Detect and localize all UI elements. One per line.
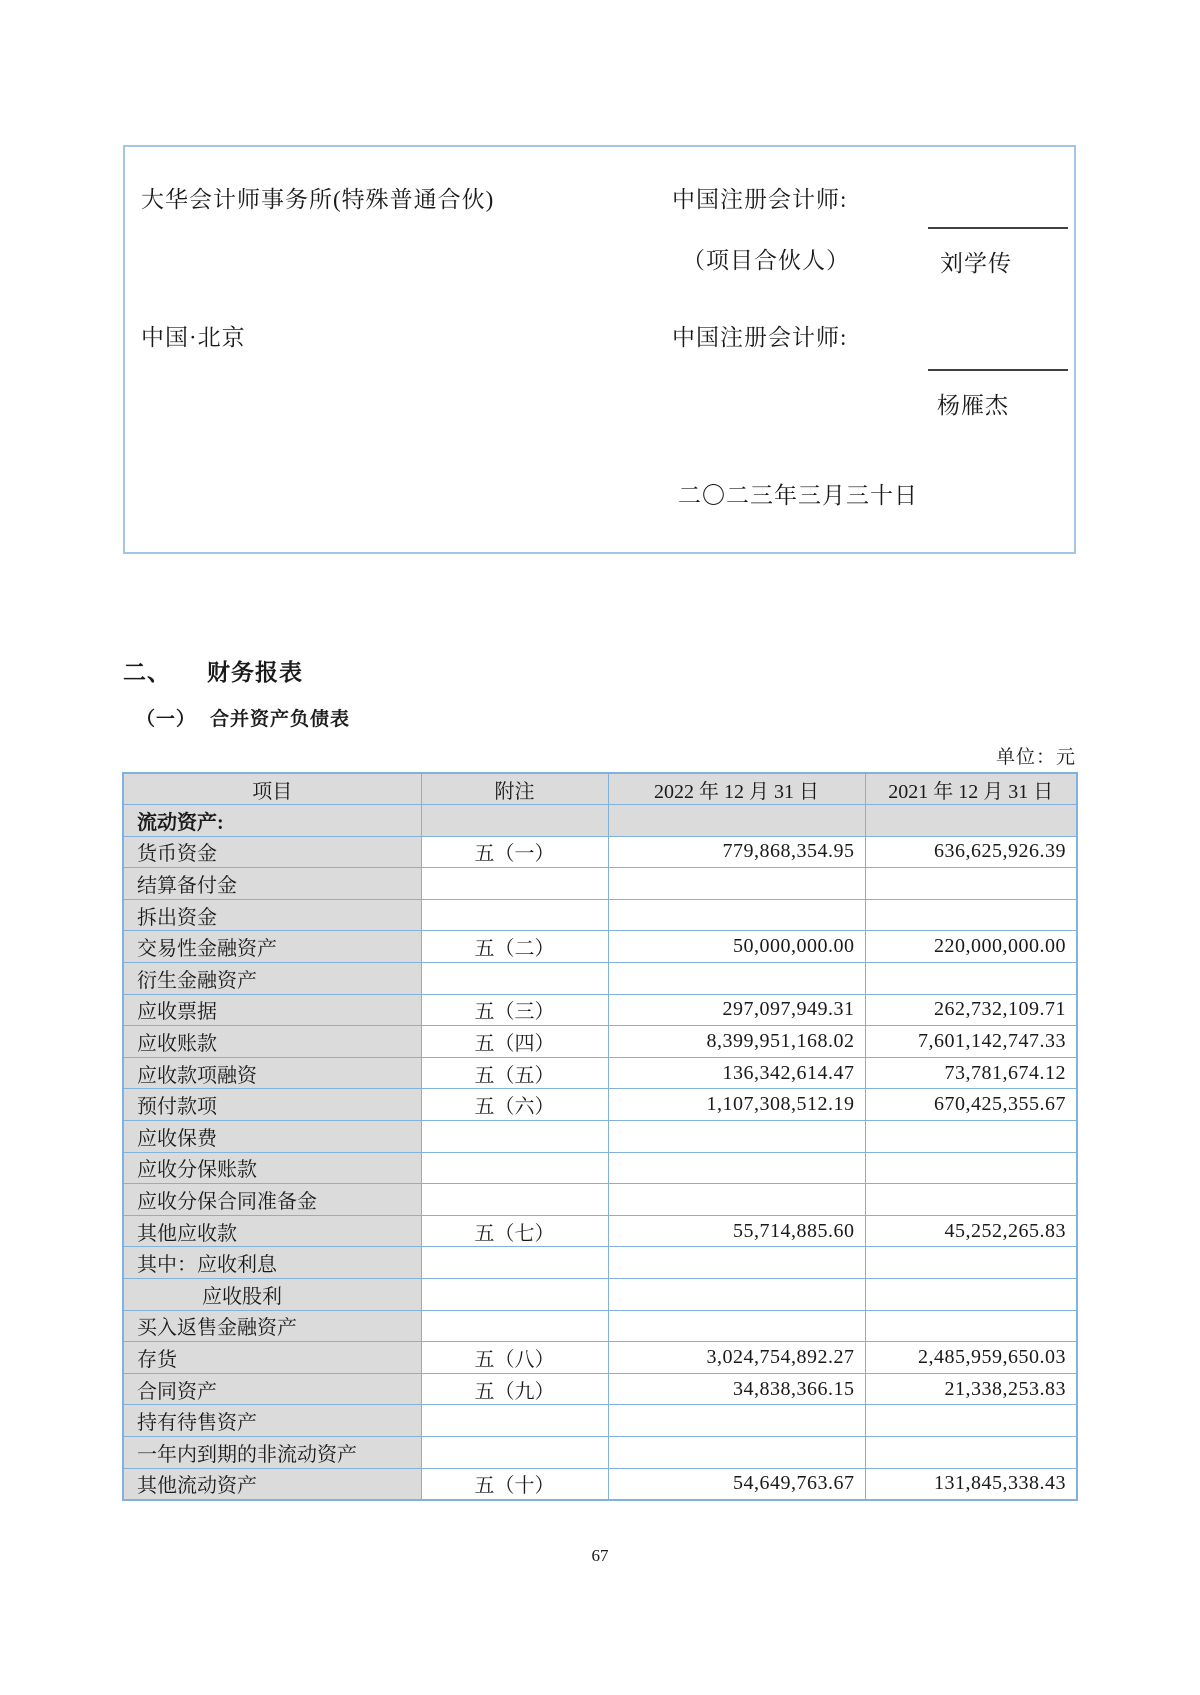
value-2021-cell: 2,485,959,650.03	[865, 1342, 1077, 1374]
value-2022-cell	[608, 805, 865, 837]
column-header: 项目	[123, 773, 421, 805]
report-date: 二〇二三年三月三十日	[678, 483, 918, 508]
item-cell: 交易性金融资产	[123, 931, 421, 963]
item-cell: 货币资金	[123, 836, 421, 868]
table-row	[123, 963, 1077, 995]
note-cell	[421, 1247, 608, 1279]
table-row	[123, 1215, 1077, 1247]
firm-location: 中国·北京	[141, 325, 246, 350]
value-2022-cell	[608, 1405, 865, 1437]
table-row	[123, 868, 1077, 900]
value-2021-cell: 131,845,338.43	[865, 1468, 1077, 1500]
table-row	[123, 1247, 1077, 1279]
table-row	[123, 1089, 1077, 1121]
item-cell: 其他应收款	[123, 1215, 421, 1247]
project-partner-label: （项目合伙人）	[682, 248, 850, 273]
note-cell	[421, 805, 608, 837]
cpa-name-1: 刘学传	[940, 251, 1012, 276]
item-cell: 应收分保账款	[123, 1152, 421, 1184]
value-2022-cell: 50,000,000.00	[608, 931, 865, 963]
note-cell	[421, 1436, 608, 1468]
value-2021-cell	[865, 805, 1077, 837]
value-2021-cell: 262,732,109.71	[865, 994, 1077, 1026]
section-number: 二、	[123, 659, 171, 685]
item-cell: 存货	[123, 1342, 421, 1374]
table-row	[123, 994, 1077, 1026]
table-row	[123, 1121, 1077, 1153]
balance-sheet-table	[122, 772, 1078, 1501]
value-2021-cell: 73,781,674.12	[865, 1057, 1077, 1089]
item-cell: 买入返售金融资产	[123, 1310, 421, 1342]
item-cell: 应收分保合同准备金	[123, 1184, 421, 1216]
column-header: 2022 年 12 月 31 日	[608, 773, 865, 805]
note-cell: 五（六）	[421, 1089, 608, 1121]
value-2021-cell	[865, 1279, 1077, 1311]
value-2021-cell: 636,625,926.39	[865, 836, 1077, 868]
item-cell: 其他流动资产	[123, 1468, 421, 1500]
item-cell: 应收股利	[123, 1279, 421, 1311]
table-row	[123, 1310, 1077, 1342]
item-cell: 流动资产:	[123, 805, 421, 837]
value-2021-cell	[865, 1310, 1077, 1342]
value-2021-cell: 220,000,000.00	[865, 931, 1077, 963]
value-2022-cell: 297,097,949.31	[608, 994, 865, 1026]
value-2021-cell	[865, 1184, 1077, 1216]
table-row	[123, 1373, 1077, 1405]
item-cell: 其中：应收利息	[123, 1247, 421, 1279]
note-cell	[421, 1121, 608, 1153]
note-cell: 五（十）	[421, 1468, 608, 1500]
note-cell: 五（八）	[421, 1342, 608, 1374]
value-2022-cell: 779,868,354.95	[608, 836, 865, 868]
note-cell	[421, 1184, 608, 1216]
note-cell	[421, 1405, 608, 1437]
column-header: 2021 年 12 月 31 日	[865, 773, 1077, 805]
table-row	[123, 1468, 1077, 1500]
value-2022-cell	[608, 1184, 865, 1216]
value-2022-cell	[608, 1310, 865, 1342]
value-2021-cell: 21,338,253.83	[865, 1373, 1077, 1405]
value-2022-cell	[608, 868, 865, 900]
value-2021-cell: 45,252,265.83	[865, 1215, 1077, 1247]
item-cell: 应收款项融资	[123, 1057, 421, 1089]
note-cell: 五（四）	[421, 1026, 608, 1058]
subsection-heading	[136, 704, 350, 731]
table-row	[123, 1405, 1077, 1437]
value-2022-cell: 8,399,951,168.02	[608, 1026, 865, 1058]
item-cell: 持有待售资产	[123, 1405, 421, 1437]
subsection-title: 合并资产负债表	[210, 709, 351, 730]
item-cell: 应收票据	[123, 994, 421, 1026]
note-cell: 五（五）	[421, 1057, 608, 1089]
note-cell: 五（二）	[421, 931, 608, 963]
value-2021-cell	[865, 1405, 1077, 1437]
cpa-label-1: 中国注册会计师:	[672, 187, 848, 212]
table-row	[123, 1436, 1077, 1468]
note-cell	[421, 1152, 608, 1184]
value-2021-cell: 670,425,355.67	[865, 1089, 1077, 1121]
note-cell	[421, 963, 608, 995]
page-number: 67	[591, 1546, 609, 1565]
item-cell: 应收保费	[123, 1121, 421, 1153]
note-cell	[421, 1279, 608, 1311]
item-cell: 预付款项	[123, 1089, 421, 1121]
value-2022-cell: 55,714,885.60	[608, 1215, 865, 1247]
value-2021-cell: 7,601,142,747.33	[865, 1026, 1077, 1058]
value-2021-cell	[865, 963, 1077, 995]
item-cell: 应收账款	[123, 1026, 421, 1058]
note-cell: 五（一）	[421, 836, 608, 868]
item-cell: 衍生金融资产	[123, 963, 421, 995]
table-row	[123, 805, 1077, 837]
value-2021-cell	[865, 1121, 1077, 1153]
value-2022-cell	[608, 1152, 865, 1184]
value-2022-cell: 54,649,763.67	[608, 1468, 865, 1500]
value-2022-cell	[608, 1121, 865, 1153]
table-row	[123, 1342, 1077, 1374]
value-2021-cell	[865, 868, 1077, 900]
value-2021-cell	[865, 1152, 1077, 1184]
note-cell	[421, 1310, 608, 1342]
table-row	[123, 836, 1077, 868]
note-cell: 五（三）	[421, 994, 608, 1026]
cpa-name-2: 杨雁杰	[937, 393, 1009, 418]
value-2022-cell	[608, 1247, 865, 1279]
balance-sheet-body	[123, 805, 1077, 1500]
note-cell: 五（九）	[421, 1373, 608, 1405]
item-cell: 合同资产	[123, 1373, 421, 1405]
item-cell: 结算备付金	[123, 868, 421, 900]
signature-line-2	[928, 369, 1068, 371]
value-2022-cell	[608, 963, 865, 995]
table-header-row	[123, 773, 1077, 805]
value-2021-cell	[865, 1436, 1077, 1468]
value-2022-cell: 3,024,754,892.27	[608, 1342, 865, 1374]
note-cell: 五（七）	[421, 1215, 608, 1247]
value-2021-cell	[865, 1247, 1077, 1279]
table-row	[123, 1184, 1077, 1216]
signature-line-1	[928, 227, 1068, 229]
accounting-firm-name: 大华会计师事务所(特殊普通合伙)	[141, 187, 495, 212]
subsection-number: （一）	[136, 709, 197, 730]
value-2022-cell	[608, 1436, 865, 1468]
item-cell: 一年内到期的非流动资产	[123, 1436, 421, 1468]
table-row	[123, 1057, 1077, 1089]
value-2022-cell: 1,107,308,512.19	[608, 1089, 865, 1121]
table-row	[123, 931, 1077, 963]
item-cell: 拆出资金	[123, 899, 421, 931]
value-2022-cell: 136,342,614.47	[608, 1057, 865, 1089]
unit-label: 单位：元	[995, 747, 1076, 768]
note-cell	[421, 899, 608, 931]
cpa-label-2: 中国注册会计师:	[672, 325, 848, 350]
column-header: 附注	[421, 773, 608, 805]
section-title: 财务报表	[207, 659, 303, 685]
value-2022-cell	[608, 1279, 865, 1311]
table-row	[123, 1279, 1077, 1311]
table-row	[123, 1152, 1077, 1184]
table-row	[123, 899, 1077, 931]
table-row	[123, 1026, 1077, 1058]
section-heading	[123, 654, 303, 687]
value-2022-cell	[608, 899, 865, 931]
audit-signature-box	[123, 145, 1076, 554]
note-cell	[421, 868, 608, 900]
value-2022-cell: 34,838,366.15	[608, 1373, 865, 1405]
value-2021-cell	[865, 899, 1077, 931]
